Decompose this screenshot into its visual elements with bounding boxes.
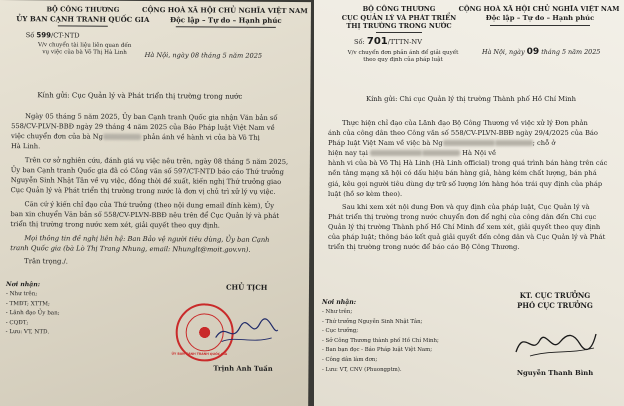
right-country: CỘNG HOÀ XÃ HỘI CHỦ NGHĨA VIỆT NAM (458, 5, 620, 13)
right-paragraph-1: Thực hiện chỉ đạo của Lãnh đạo Bộ Công Thương về việc xử lý Đơn phản ánh của công dân theo Công văn số 558/CV-PLVN-BBĐ ngày 29/4/2025 của Báo Pháp luật Việt Nam về việc bà Ng ; chỗ ở hiện nay tại Hà Nội về hành vi của bà Võ Thị Hà Linh (Hà Linh official) trong quá trình bán hàng trên các nền tảng mạng xã hội có dấu hiệu bán hàng giả, hàng kém chất lượng, bán phá giá, kêu gọi người tiêu dùng dự trữ số lượng lớn hàng hóa trái quy định của pháp luật (hồ sơ kèm theo). (328, 119, 608, 198)
cc-item: - Cục trưởng; (322, 328, 359, 335)
left-motto-rule (176, 26, 276, 28)
cc-item: - Lưu: VT, NTD. (5, 329, 50, 336)
left-cc-list (6, 292, 60, 336)
left-recipient: Kính gửi: Cục Quản lý và Phát triển thị trường trong nước (37, 91, 243, 101)
left-signature (212, 313, 282, 349)
left-subject-1: V/v chuyển tài liệu liên quan đến (37, 42, 132, 49)
cc-item: - Như trên; (322, 309, 353, 315)
cc-item: - Công dân làm đơn; (322, 356, 378, 363)
cc-item: - TMĐT; XTTM; (5, 300, 50, 307)
left-paragraph-3: Căn cứ ý kiến chỉ đạo của Thứ trưởng (theo nội dung email đính kèm), Ủy ban xin chuyển Văn bản số 558/CV-PLVN-BBĐ nêu trên để Cục Quản lý và phát triển thị trường trong nước xem xét, giải quyết theo quy định. (10, 200, 280, 230)
cc-item: - Sở Công Thương thành phố Hồ Chí Minh; (322, 337, 439, 344)
redacted-name (495, 140, 533, 146)
redacted-name (103, 134, 141, 140)
stamp-text: ỦY BAN CẠNH TRANH QUỐC GIA (171, 352, 228, 357)
cc-item: - Như trên; (5, 291, 38, 298)
left-paragraph-2: Trên cơ sở nghiên cứu, đánh giá vụ việc nêu trên, ngày 08 tháng 5 năm 2025, Ủy ban Cạnh tranh Quốc gia đã có Công văn số 597/CT-NTD báo cáo Thứ trưởng Nguyễn Sinh Nhật Tân về vụ việc, đồng thời đề xuất, kiến nghị Thứ trưởng giao Cục Quản lý và Phát triển thị trường trong nước là đơn vị chủ trì xử lý vụ việc. (10, 156, 289, 197)
right-cc-title: Nơi nhận: (322, 299, 357, 306)
left-closing: Trân trọng./. (24, 257, 69, 266)
left-paragraph-4: Mọi thông tin đề nghị liên hệ: Ban Bảo vệ người tiêu dùng, Ủy ban Cạnh tranh Quốc gia (bà Lò Thị Trang Nhung, email: Nhunglt@moit.gov.vn). (10, 234, 270, 254)
document-right (314, 0, 624, 406)
right-cc-list (322, 310, 439, 373)
left-signer-name: Trịnh Anh Tuấn (213, 364, 273, 373)
right-paragraph-2: Sau khi xem xét nội dung Đơn và quy định của pháp luật, Cục Quản lý và Phát triển thị trường trong nước chuyển đơn để nghị của công dân đến Chi cục Quản lý thị trường Thành phố Hồ Chí Minh để xem xét, giải quyết theo quy định của pháp luật; thông báo kết quả giải quyết đến công dân và Cục Quản lý và Phát triển thị trường trong nước để báo cáo Bộ Công Thương. (328, 203, 606, 252)
left-subject-2: vụ việc của bà Võ Thị Hà Linh (42, 49, 127, 56)
left-agency: ỦY BAN CẠNH TRANH QUỐC GIA (16, 14, 150, 25)
left-paragraph-1: Ngày 05 tháng 5 năm 2025, Ủy ban Cạnh tranh Quốc gia nhận Văn bản số 558/CV-PLVN-BBĐ ngày 29 tháng 4 năm 2025 của Báo Pháp luật Việt Nam về việc chuyển đơn của bà Ng phản ánh về hành vi của bà Võ Thị Hà Linh. (10, 112, 278, 151)
right-agency-1: CỤC QUẢN LÝ VÀ PHÁT TRIỂN (341, 14, 457, 22)
right-motto-rule (490, 25, 590, 26)
left-signer-title: CHỦ TỊCH (225, 282, 268, 292)
right-signer-name: Nguyễn Thanh Bình (516, 369, 594, 377)
left-agency-parent: BỘ CÔNG THƯƠNG (46, 5, 120, 14)
cc-item: - Ban bạn đọc - Báo Pháp luật Việt Nam; (322, 347, 433, 354)
right-recipient: Kính gửi: Chi cục Quản lý thị trường Thành phố Hồ Chí Minh (366, 95, 577, 103)
left-agency-rule (58, 25, 108, 26)
cc-item: - Lưu: VT, CNV (Phuongptm). (322, 366, 402, 373)
redacted-name (443, 140, 495, 146)
right-signer-title-2: PHÓ CỤC TRƯỞNG (517, 301, 593, 310)
redacted-address (370, 150, 422, 156)
right-motto: Độc lập – Tự do – Hạnh phúc (485, 14, 595, 22)
right-signer-title-1: KT. CỤC TRƯỞNG (519, 291, 591, 300)
left-cc-title: Nơi nhận: (5, 281, 41, 289)
left-doc-number: Số 599/CT-NTD (25, 31, 80, 40)
right-agency-2: THỊ TRƯỜNG TRONG NƯỚC (346, 22, 452, 30)
left-country: CỘNG HOÀ XÃ HỘI CHỦ NGHĨA VIỆT NAM (142, 5, 308, 16)
right-agency-parent: BỘ CÔNG THƯƠNG (362, 5, 436, 13)
right-subject-1: V/v chuyển đơn phản ánh để giải quyết (347, 50, 459, 56)
right-agency-rule (376, 32, 422, 33)
right-doc-number: Số: 701/TTTN-NV (354, 36, 422, 47)
cc-item: - CQĐT; (5, 319, 29, 326)
document-left (0, 0, 311, 406)
right-signature (510, 322, 600, 362)
left-date-line: Hà Nội, ngày 08 tháng 5 năm 2025 (144, 51, 263, 60)
cc-item: - Lãnh đạo Ủy ban; (5, 310, 60, 317)
redacted-address (422, 150, 460, 156)
left-motto: Độc lập – Tự do – Hạnh phúc (169, 15, 282, 25)
right-date-line: Hà Nội, ngày 09 tháng 5 năm 2025 (482, 47, 601, 57)
right-subject-2: theo quy định của pháp luật (363, 57, 443, 63)
cc-item: - Thứ trưởng Nguyễn Sinh Nhật Tân; (322, 318, 423, 325)
